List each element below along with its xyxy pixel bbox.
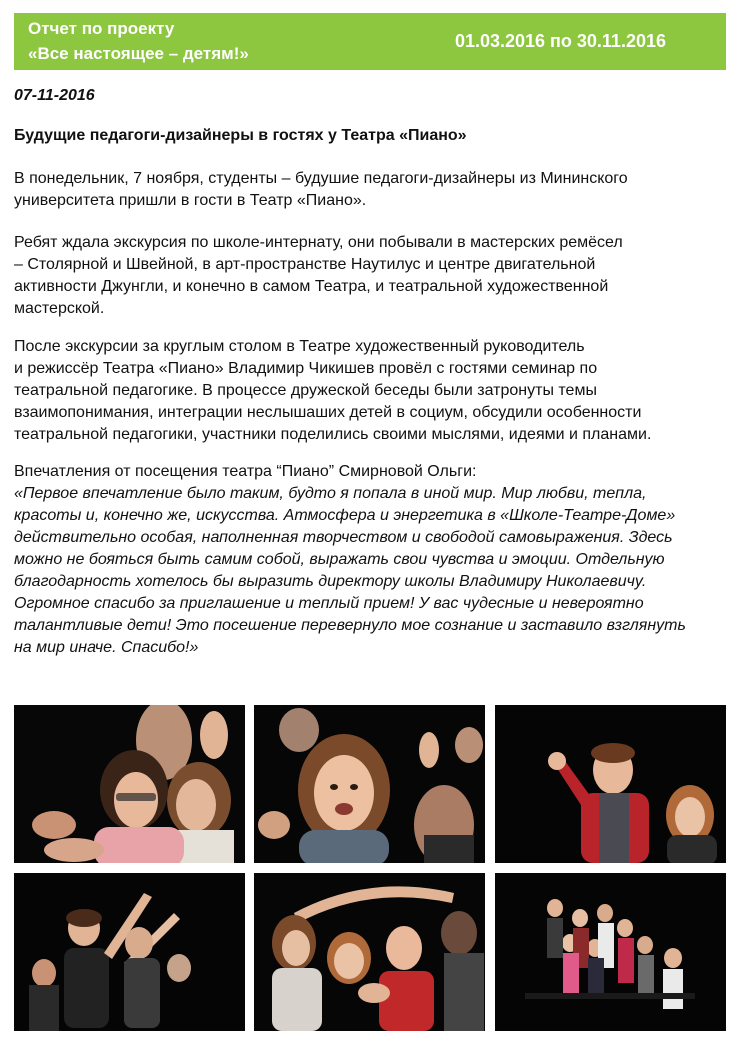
text-line: театральной педагогики, участники поделились своими мыслями, идеями и планами. (14, 426, 652, 443)
photo-group-stage (495, 873, 726, 1031)
text-line: взаимопонимания, интеграции неслышаших детей в социум, обсудили особенности (14, 404, 642, 421)
article-date: 07-11-2016 (14, 87, 95, 104)
text-line: активности Джунгли, и конечно в самом Театра, и театральной художественной (14, 278, 609, 295)
quote-line: можно не бояться быть самим собой, выражать свои чувства и эмоции. Отдельную (14, 551, 665, 568)
quote-line: «Первое впечатление было таким, будто я попала в иной мир. Мир любви, тепла, (14, 485, 647, 502)
quote-line: действительно особая, наполненная творчеством и свободой самовыражения. Здесь (14, 529, 673, 546)
banner-dates: 01.03.2016 по 30.11.2016 (454, 31, 666, 51)
photo-smiling-girl (254, 705, 485, 863)
paragraph-2 (14, 232, 720, 320)
text-line: – Столярной и Швейной, в арт-пространстве Наутилус и центре двигательной (14, 256, 596, 273)
text-line: и режиссёр Театра «Пиано» Владимир Чикишев провёл с гостями семинар по (14, 360, 598, 377)
photo-group-reaching (14, 873, 245, 1031)
quote-heading: Впечатления от посещения театра “Пиано” Смирновой Ольги: (14, 463, 477, 480)
photo-students-hands (14, 705, 245, 863)
paragraph-1 (14, 168, 720, 212)
quote-line: Огромное спасибо за приглашение и теплый прием! У вас чудесные и невероятно (14, 595, 644, 612)
report-banner (14, 13, 726, 70)
text-line: университета пришли в гости в Театр «Пиано». (14, 192, 367, 209)
banner-title-line1: Отчет по проекту (28, 19, 175, 38)
text-line: После экскурсии за круглым столом в Театре художественный руководитель (14, 338, 585, 355)
paragraph-3 (14, 336, 720, 446)
photo-arms-circle (254, 873, 485, 1031)
quote-line: талантливые дети! Это посешение перевернуло мое сознание и заставило взглянуть (14, 617, 686, 634)
text-line: мастерской. (14, 300, 105, 317)
quote-line: благодарность хотелось бы выразить директору школы Владимиру Николаевичу. (14, 573, 647, 590)
photo-actor-red (495, 705, 726, 863)
banner-title-line2: «Все настоящее – детям!» (28, 44, 249, 63)
quote-line: красоты и, конечно же, искусства. Атмосфера и энергетика в «Школе-Театре-Доме» (14, 507, 676, 524)
impressions-quote (14, 461, 726, 659)
article-title: Будущие педагоги-дизайнеры в гостях у Театра «Пиано» (14, 127, 467, 144)
text-line: театральной педагогике. В процессе дружеской беседы были затронуты темы (14, 382, 597, 399)
text-line: Ребят ждала экскурсия по школе-интернату, они побывали в мастерских ремёсел (14, 234, 623, 251)
text-line: В понедельник, 7 ноября, студенты – будушие педагоги-дизайнеры из Мининского (14, 170, 628, 187)
quote-line: на мир иначе. Спасибо!» (14, 639, 199, 656)
